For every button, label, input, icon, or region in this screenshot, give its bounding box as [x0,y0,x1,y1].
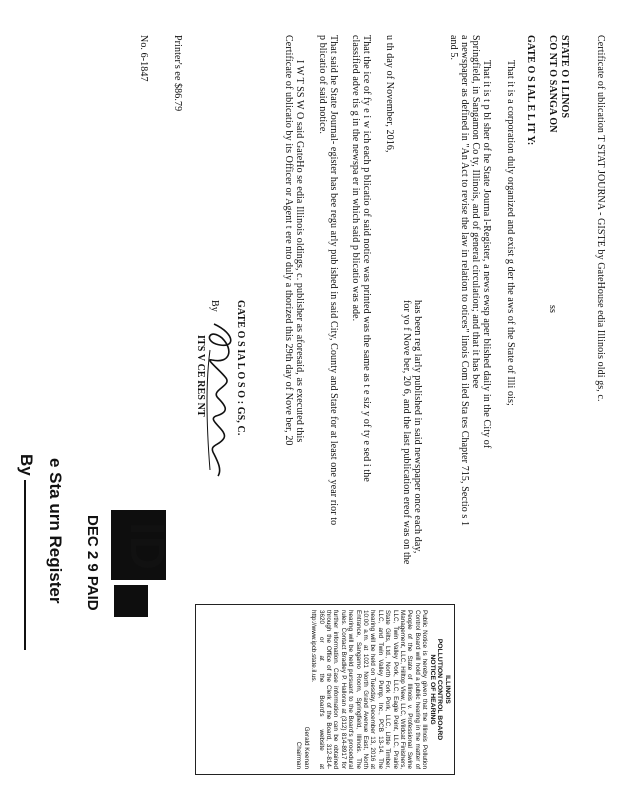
paragraph-published-2: for yo f Nove ber, 20 6, and the last publication ereof was on the [401,300,412,565]
signer-title: ITS V CE RES NT [195,335,206,417]
paragraph-publisher-3: a newspaper as defined in "An Act to revise the law in relation to otices" linois Com iled Sta tes Chapter 715, Sectio s 1 [459,35,470,527]
register-stamp-line: e Sta urn Register [46,458,65,604]
paragraph-witness-1: I W T SS W O said GateHo se edia Illinois oldings, c. publisher as aforesaid, as executed this [294,60,305,443]
notice-title-hearing: NOTICE OF HEARING [428,654,436,725]
stamp-blackout-2 [114,585,148,617]
stamp-by-label: By [17,454,36,476]
notice-number: No. 6-1847 [138,35,149,82]
paragraph-regularity-1: That said he State Journal- egister has bee regu arly pub ished in said City, County and State for at least one year rior to [328,35,339,526]
stamp-signature-line [24,480,26,650]
ss-mark: ss [547,305,558,313]
company-line: GATE O S IAL E L IT Y: [525,35,536,146]
paragraph-publisher-4: and 5. [448,35,459,61]
paragraph-publisher-2: Springfield, in Sangamon Co ty, Illinois, and of general circulation; and that it has bee [470,35,481,389]
notice-signer-role: Chairman [295,741,303,769]
signature-by-label: By [209,300,220,312]
paragraph-published-1: has been reg larly published in said newspaper once each day, [412,300,423,554]
legal-notice-clipping [195,604,455,775]
paragraph-regularity-2: p blicatio of said notice. [317,35,328,134]
signature-company: GATE O S IA L O S O : GS, C. [235,300,246,436]
county-line: CO NT O SANGA ON [547,35,558,133]
certificate-header: Certificate of ublication T STAT JOURNA - GISTE by GateHouse edia Illinois oldi gs, c. [595,35,606,402]
paragraph-publisher-1: That it is t p bl sher of he State Journa l-Register, a news ewsp aper blished daily in the City of [481,60,492,449]
notice-title-state: ILLINOIS [444,675,451,704]
paragraph-type-size-1: That the ice of fy e i w ich each p blicatio of said notice was printed was the same as t e siz y of ty e sed i the [361,35,372,482]
paragraph-published-3: u th day of November, 2016, [384,35,395,153]
paid-date-stamp: DEC 2 9 PAID [84,515,101,611]
notice-signer: Gerald Keenan [302,726,310,769]
notice-title-board: POLLUTION CONTROL BOARD [436,638,444,741]
paragraph-type-size-2: classified adve tis g in the newspa er in which said p blicatio was ade. [350,35,361,322]
printers-fee: Printer's ee $86.79 [172,35,183,112]
paid-large-stamp: ID [120,522,173,570]
state-line: STATE O I LINOS [559,35,570,119]
notice-body: Public Notice is hereby given that the Illinois Pollution Control Board will hold a public hearing in the matter of People of the State of Illinois v. Professional Swine Management, LLC, Hilltop View, LLC, Wildcat Finishers, LLC, Twin Valley Pork, LLC, Eagle Point, LLC, Prairie State Gilts, Ltd., North Fork Pork, LLC, Little Timber, LLC, and Twin Valley Pump, Inc., PCB 13-14. The hearing will be held on Tuesday, December 13, 2016 at 10:00 a.m. at 1021 North Grand Avenue East, North Entrance, Sangamo Room, Springfield, Illinois. The hearing will be held pursuant to the Board's procedural rules. Contact Bradley P. Halloran at (312) 814-8917 for further information. Case information can be obtained through the Office of the Clerk of the Board, 312-814-3620 or at the Board's website at http://www.ipcb.state.il.us. [310,610,429,769]
handwritten-signature [200,320,240,480]
paragraph-witness-2: Certificate of ublicatio by its Officer or Agent t ere nto duly a thorized this 29th day of Nove ber, 20 [283,35,294,446]
paragraph-corporation: That it is a corporation duly organized and exist g der the aws of the State of Illi ois; [505,60,516,406]
